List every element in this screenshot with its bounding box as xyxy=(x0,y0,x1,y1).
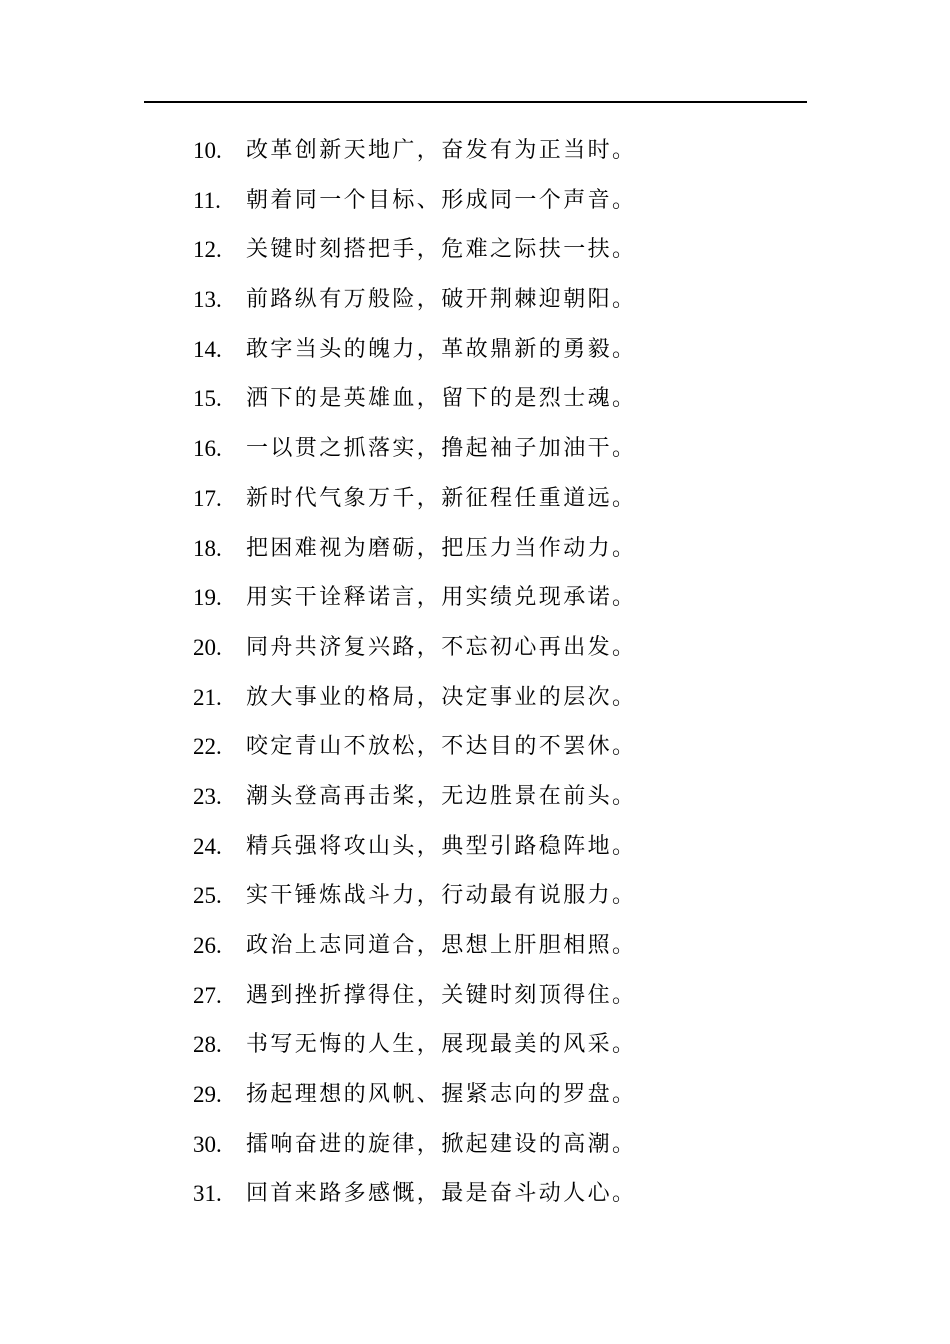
item-number: 31. xyxy=(193,1181,222,1207)
header-rule xyxy=(144,101,807,103)
item-number: 17. xyxy=(193,485,222,511)
item-text: 把困难视为磨砺，把压力当作动力。 xyxy=(246,535,637,561)
list-item xyxy=(0,325,950,375)
item-number: 14. xyxy=(193,336,222,362)
list-item xyxy=(0,722,950,772)
item-text: 一以贯之抓落实，撸起袖子加油干。 xyxy=(246,436,637,462)
list-item xyxy=(0,822,950,872)
list-item xyxy=(0,126,950,176)
list-item xyxy=(0,225,950,275)
item-number: 22. xyxy=(193,734,222,760)
item-number: 18. xyxy=(193,535,222,561)
list-item xyxy=(0,424,950,474)
list-item xyxy=(0,871,950,921)
item-number: 27. xyxy=(193,982,222,1008)
item-number: 30. xyxy=(193,1131,222,1157)
item-text: 书写无悔的人生，展现最美的风采。 xyxy=(246,1032,637,1058)
item-text: 改革创新天地广，奋发有为正当时。 xyxy=(246,138,637,163)
item-text: 潮头登高再击桨，无边胜景在前头。 xyxy=(246,783,637,809)
item-number: 21. xyxy=(193,684,222,710)
item-text: 用实干诠释诺言，用实绩兑现承诺。 xyxy=(246,585,637,611)
list-item xyxy=(0,1169,950,1219)
item-number: 28. xyxy=(193,1032,222,1058)
list-item xyxy=(0,1020,950,1070)
item-text: 精兵强将攻山头，典型引路稳阵地。 xyxy=(246,833,637,859)
list-item xyxy=(0,573,950,623)
list-item xyxy=(0,176,950,226)
list-item xyxy=(0,524,950,574)
list-item xyxy=(0,374,950,424)
list-item xyxy=(0,772,950,822)
item-number: 10. xyxy=(193,138,222,163)
item-text: 实干锤炼战斗力，行动最有说服力。 xyxy=(246,883,637,909)
item-number: 26. xyxy=(193,933,222,958)
item-text: 新时代气象万千，新征程任重道远。 xyxy=(246,485,637,511)
item-number: 11. xyxy=(193,187,221,213)
item-text: 关键时刻搭把手，危难之际扶一扶。 xyxy=(246,237,637,263)
item-number: 12. xyxy=(193,237,222,263)
item-text: 洒下的是英雄血，留下的是烈士魂。 xyxy=(246,386,637,412)
list-item xyxy=(0,1120,950,1170)
item-text: 政治上志同道合，思想上肝胆相照。 xyxy=(246,933,637,958)
list-item xyxy=(0,474,950,524)
item-number: 29. xyxy=(193,1082,222,1108)
item-text: 咬定青山不放松，不达目的不罢休。 xyxy=(246,734,637,760)
list-item xyxy=(0,275,950,325)
list-item xyxy=(0,1070,950,1120)
item-text: 前路纵有万般险，破开荆棘迎朝阳。 xyxy=(246,287,637,313)
item-text: 回首来路多感慨，最是奋斗动人心。 xyxy=(246,1181,637,1207)
item-text: 放大事业的格局，决定事业的层次。 xyxy=(246,684,637,710)
item-number: 13. xyxy=(193,287,222,313)
item-text: 遇到挫折撑得住，关键时刻顶得住。 xyxy=(246,982,637,1008)
item-number: 25. xyxy=(193,883,222,909)
item-number: 24. xyxy=(193,833,222,859)
list-item xyxy=(0,921,950,971)
item-number: 20. xyxy=(193,634,222,660)
item-number: 23. xyxy=(193,783,222,809)
item-text: 擂响奋进的旋律，掀起建设的高潮。 xyxy=(246,1131,637,1157)
list-item xyxy=(0,971,950,1021)
item-text: 同舟共济复兴路，不忘初心再出发。 xyxy=(246,634,637,660)
item-number: 19. xyxy=(193,585,222,611)
item-number: 16. xyxy=(193,436,222,462)
list-item xyxy=(0,623,950,673)
item-number: 15. xyxy=(193,386,222,412)
slogan-list xyxy=(0,126,950,1219)
item-text: 敢字当头的魄力，革故鼎新的勇毅。 xyxy=(246,336,637,362)
item-text: 朝着同一个目标、形成同一个声音。 xyxy=(246,187,637,213)
list-item xyxy=(0,673,950,723)
item-text: 扬起理想的风帆、握紧志向的罗盘。 xyxy=(246,1082,637,1108)
